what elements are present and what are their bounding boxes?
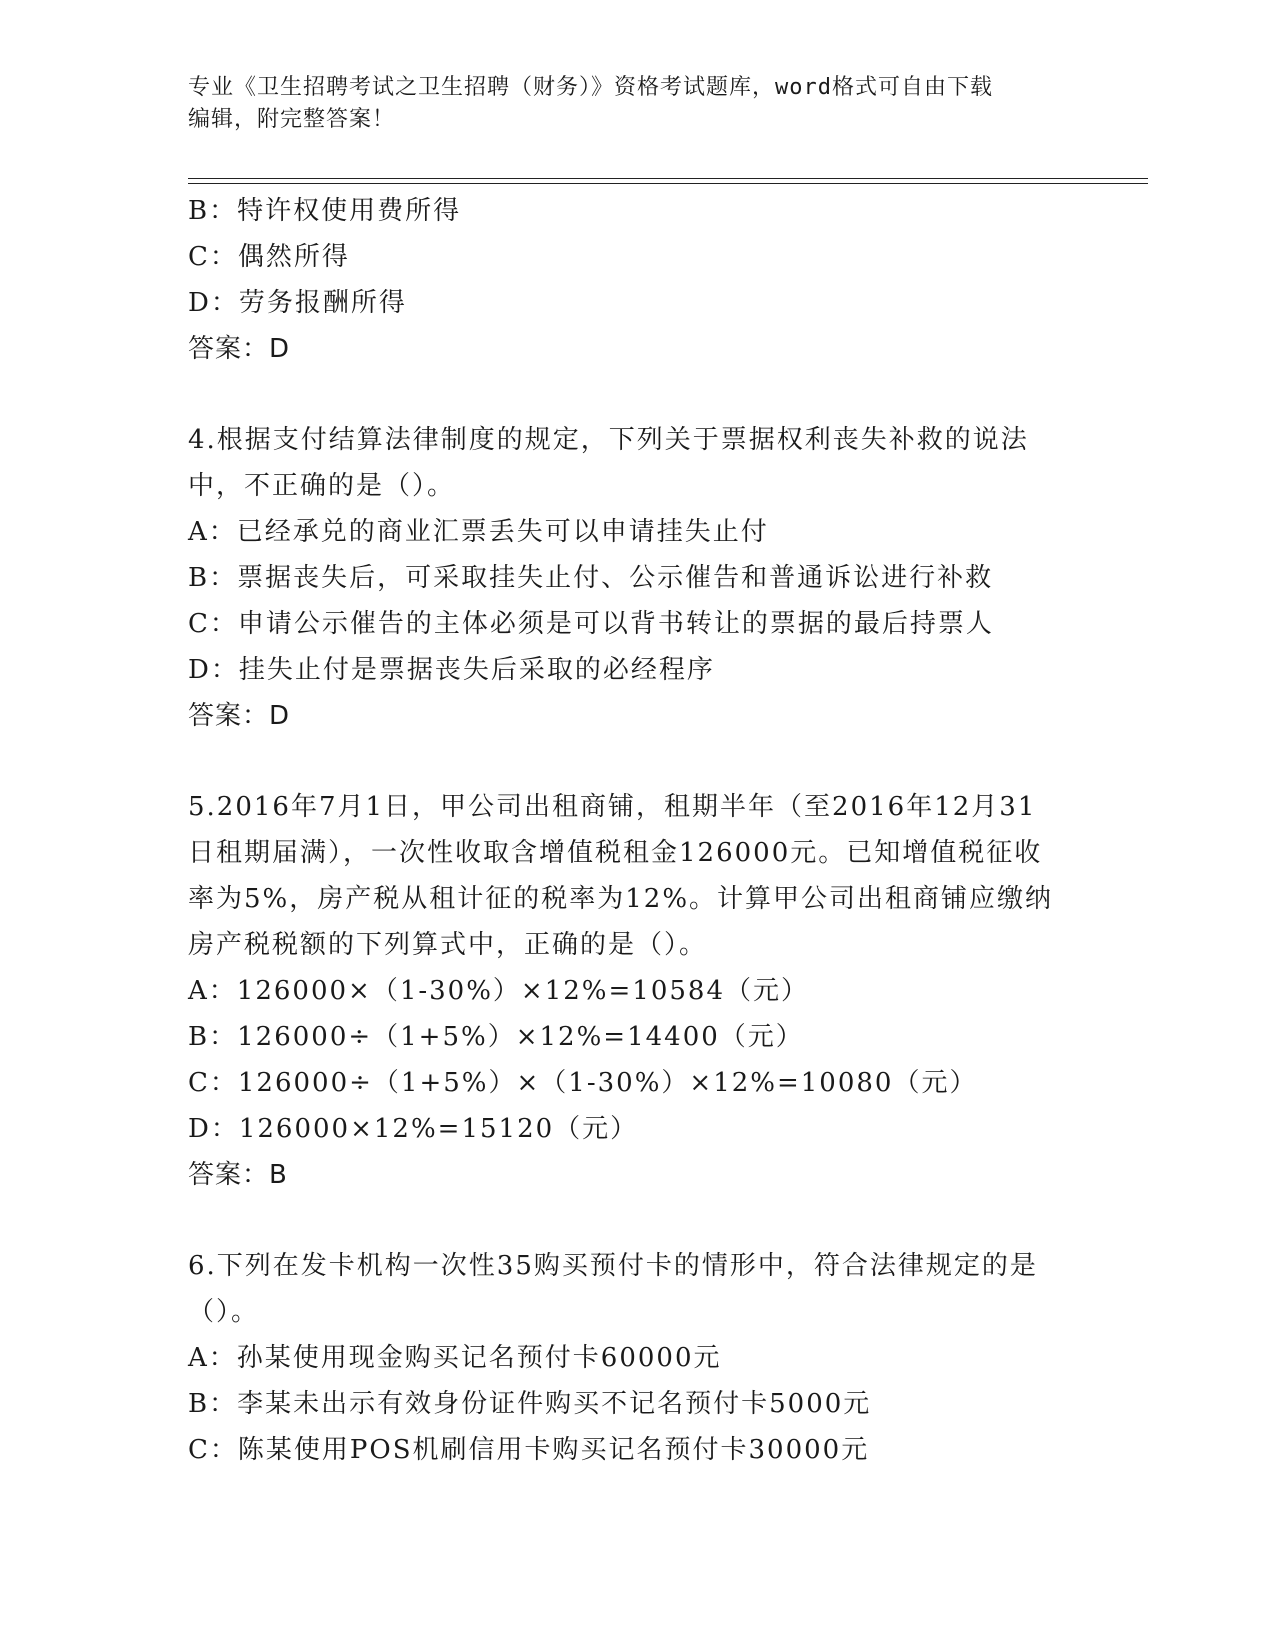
question-5 (188, 784, 1088, 1198)
header-line-1: 专业《卫生招聘考试之卫生招聘（财务）》资格考试题库，word格式可自由下载 (188, 75, 993, 100)
document-header (188, 72, 1088, 136)
option-b: B：特许权使用费所得 (188, 196, 462, 226)
question-stem-line: （）。 (188, 1297, 260, 1327)
question-stem-line: 6.下列在发卡机构一次性35购买预付卡的情形中，符合法律规定的是 (188, 1251, 1038, 1281)
question-stem-line: 房产税税额的下列算式中，正确的是（）。 (188, 930, 708, 960)
option-b: B：126000÷（1+5%）×12%=14400（元） (188, 1022, 804, 1052)
header-divider-bottom (188, 183, 1148, 184)
option-c: C：126000÷（1+5%）×（1-30%）×12%=10080（元） (188, 1068, 978, 1098)
question-6 (188, 1243, 1088, 1473)
option-d: D：劳务报酬所得 (188, 288, 407, 318)
question-stem-line: 日租期届满），一次性收取含增值税租金126000元。已知增值税征收 (188, 838, 1043, 868)
option-c: C：陈某使用POS机刷信用卡购买记名预付卡30000元 (188, 1435, 870, 1465)
answer: 答案：B (188, 1160, 288, 1190)
question-3-continued (188, 188, 1088, 372)
question-stem-line: 4.根据支付结算法律制度的规定，下列关于票据权利丧失补救的说法 (188, 425, 1029, 455)
option-a: A：孙某使用现金购买记名预付卡60000元 (188, 1343, 722, 1373)
option-c: C：偶然所得 (188, 242, 350, 272)
question-4 (188, 417, 1088, 739)
answer: 答案：D (188, 701, 291, 731)
option-d: D：126000×12%=15120（元） (188, 1114, 639, 1144)
header-line-2: 编辑，附完整答案！ (188, 107, 396, 132)
question-stem-line: 中，不正确的是（）。 (188, 471, 456, 501)
question-content (188, 188, 1088, 1473)
option-c: C：申请公示催告的主体必须是可以背书转让的票据的最后持票人 (188, 609, 994, 639)
option-a: A：126000×（1-30%）×12%=10584（元） (188, 976, 809, 1006)
answer: 答案：D (188, 334, 291, 364)
question-stem-line: 5.2016年7月1日，甲公司出租商铺，租期半年（至2016年12月31 (188, 792, 1037, 822)
question-stem-line: 率为5%，房产税从租计征的税率为12%。计算甲公司出租商铺应缴纳 (188, 884, 1054, 914)
option-d: D：挂失止付是票据丧失后采取的必经程序 (188, 655, 715, 685)
option-a: A：已经承兑的商业汇票丢失可以申请挂失止付 (188, 517, 769, 547)
option-b: B：票据丧失后，可采取挂失止付、公示催告和普通诉讼进行补救 (188, 563, 994, 593)
header-divider-top (188, 178, 1148, 179)
option-b: B：李某未出示有效身份证件购买不记名预付卡5000元 (188, 1389, 872, 1419)
